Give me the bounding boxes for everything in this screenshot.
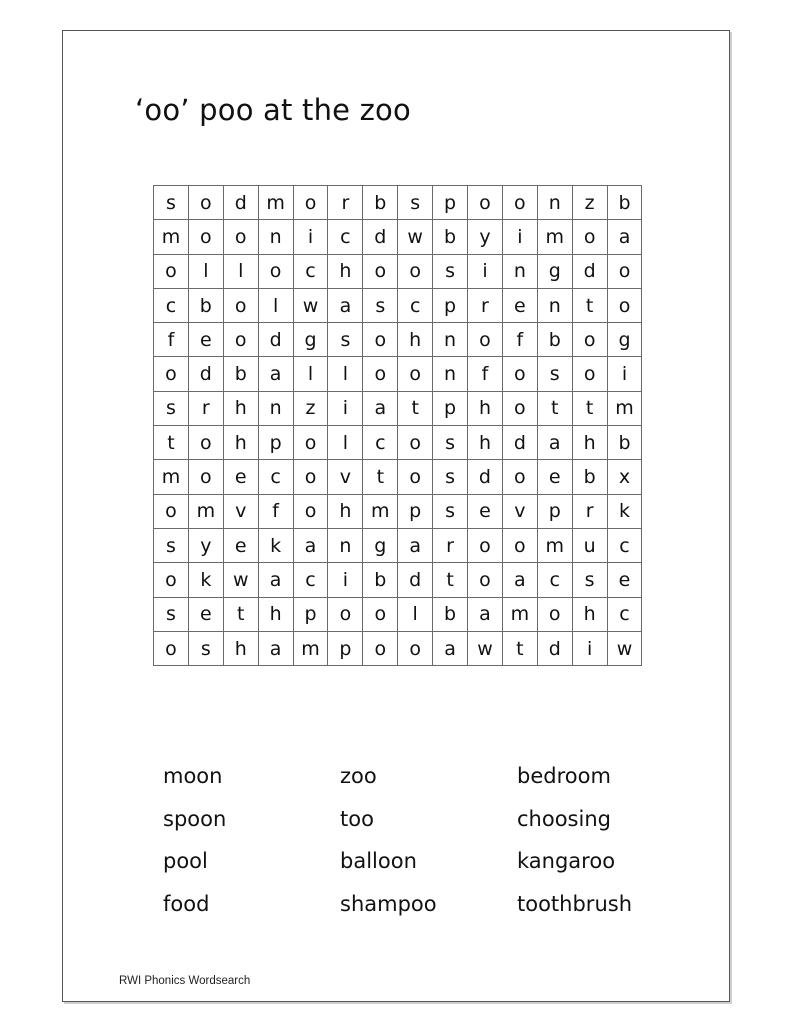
- word-list-item: pool: [163, 849, 208, 873]
- grid-row: [154, 426, 642, 460]
- grid-cell[interactable]: o: [293, 460, 328, 494]
- grid-cell[interactable]: o: [398, 426, 433, 460]
- grid-cell[interactable]: b: [607, 426, 642, 460]
- grid-cell[interactable]: b: [363, 186, 398, 220]
- grid-cell[interactable]: o: [293, 494, 328, 528]
- grid-cell[interactable]: m: [154, 220, 189, 254]
- grid-cell[interactable]: o: [502, 357, 537, 391]
- grid-cell[interactable]: o: [154, 254, 189, 288]
- grid-cell[interactable]: l: [328, 357, 363, 391]
- word-list-item: choosing: [517, 806, 611, 831]
- grid-cell[interactable]: i: [607, 357, 642, 391]
- grid-row: [154, 631, 642, 665]
- grid-cell[interactable]: w: [223, 563, 258, 597]
- grid-cell[interactable]: d: [188, 357, 223, 391]
- grid-cell[interactable]: v: [223, 494, 258, 528]
- word-list: [163, 763, 683, 933]
- word-list-item: too: [340, 806, 374, 831]
- grid-cell[interactable]: o: [537, 597, 572, 631]
- grid-cell[interactable]: a: [537, 426, 572, 460]
- grid-cell[interactable]: h: [223, 391, 258, 425]
- grid-cell[interactable]: o: [572, 323, 607, 357]
- grid-cell[interactable]: o: [363, 597, 398, 631]
- footer-label: RWI Phonics Wordsearch: [119, 975, 251, 987]
- grid-cell[interactable]: e: [188, 323, 223, 357]
- grid-cell[interactable]: b: [433, 220, 468, 254]
- grid-cell[interactable]: y: [468, 220, 503, 254]
- grid-cell[interactable]: g: [607, 323, 642, 357]
- grid-cell[interactable]: a: [468, 597, 503, 631]
- grid-cell[interactable]: p: [537, 494, 572, 528]
- grid-cell[interactable]: p: [293, 597, 328, 631]
- grid-cell[interactable]: m: [154, 460, 189, 494]
- grid-cell[interactable]: d: [468, 460, 503, 494]
- grid-cell[interactable]: i: [328, 563, 363, 597]
- word-list-item: moon: [163, 764, 223, 788]
- grid-cell[interactable]: e: [468, 494, 503, 528]
- grid-cell[interactable]: s: [188, 631, 223, 665]
- grid-cell[interactable]: o: [363, 323, 398, 357]
- grid-cell[interactable]: c: [328, 220, 363, 254]
- grid-cell[interactable]: m: [537, 528, 572, 562]
- grid-cell[interactable]: e: [502, 288, 537, 322]
- grid-cell[interactable]: s: [328, 323, 363, 357]
- grid-cell[interactable]: d: [223, 186, 258, 220]
- grid-cell[interactable]: h: [468, 391, 503, 425]
- grid-cell[interactable]: o: [258, 254, 293, 288]
- grid-cell[interactable]: e: [607, 563, 642, 597]
- grid-cell[interactable]: o: [293, 186, 328, 220]
- grid-cell[interactable]: c: [607, 597, 642, 631]
- grid-cell[interactable]: a: [258, 357, 293, 391]
- grid-row: [154, 186, 642, 220]
- grid-cell[interactable]: s: [537, 357, 572, 391]
- grid-cell[interactable]: h: [223, 631, 258, 665]
- grid-row: [154, 323, 642, 357]
- grid-cell[interactable]: h: [572, 426, 607, 460]
- grid-cell[interactable]: i: [572, 631, 607, 665]
- grid-cell[interactable]: t: [223, 597, 258, 631]
- grid-cell[interactable]: w: [468, 631, 503, 665]
- grid-cell[interactable]: g: [293, 323, 328, 357]
- grid-cell[interactable]: o: [154, 494, 189, 528]
- grid-cell[interactable]: o: [363, 357, 398, 391]
- grid-cell[interactable]: l: [293, 357, 328, 391]
- grid-cell[interactable]: s: [398, 186, 433, 220]
- grid-cell[interactable]: s: [154, 597, 189, 631]
- grid-cell[interactable]: s: [154, 391, 189, 425]
- grid-cell[interactable]: n: [328, 528, 363, 562]
- worksheet-title: ‘oo’ poo at the zoo: [135, 93, 411, 127]
- grid-cell[interactable]: t: [433, 563, 468, 597]
- grid-cell[interactable]: b: [572, 460, 607, 494]
- grid-cell[interactable]: o: [223, 288, 258, 322]
- grid-cell[interactable]: p: [258, 426, 293, 460]
- grid-cell[interactable]: b: [188, 288, 223, 322]
- grid-cell[interactable]: p: [433, 391, 468, 425]
- grid-cell[interactable]: o: [398, 460, 433, 494]
- grid-cell[interactable]: n: [537, 186, 572, 220]
- grid-cell[interactable]: o: [468, 528, 503, 562]
- grid-cell[interactable]: c: [293, 254, 328, 288]
- grid-cell[interactable]: e: [223, 528, 258, 562]
- grid-cell[interactable]: o: [572, 357, 607, 391]
- grid-cell[interactable]: b: [537, 323, 572, 357]
- grid-cell[interactable]: x: [607, 460, 642, 494]
- grid-cell[interactable]: o: [188, 460, 223, 494]
- grid-cell[interactable]: f: [258, 494, 293, 528]
- grid-cell[interactable]: l: [398, 597, 433, 631]
- grid-cell[interactable]: b: [223, 357, 258, 391]
- grid-cell[interactable]: o: [468, 186, 503, 220]
- grid-cell[interactable]: k: [258, 528, 293, 562]
- grid-cell[interactable]: h: [258, 597, 293, 631]
- grid-cell[interactable]: l: [328, 426, 363, 460]
- grid-cell[interactable]: m: [188, 494, 223, 528]
- grid-cell[interactable]: m: [537, 220, 572, 254]
- grid-cell[interactable]: y: [188, 528, 223, 562]
- grid-cell[interactable]: a: [433, 631, 468, 665]
- grid-cell[interactable]: i: [328, 391, 363, 425]
- grid-cell[interactable]: a: [363, 391, 398, 425]
- word-list-item: zoo: [340, 764, 377, 788]
- grid-cell[interactable]: l: [223, 254, 258, 288]
- grid-cell[interactable]: c: [537, 563, 572, 597]
- grid-cell[interactable]: d: [502, 426, 537, 460]
- grid-cell[interactable]: d: [363, 220, 398, 254]
- grid-cell[interactable]: h: [572, 597, 607, 631]
- grid-cell[interactable]: o: [468, 563, 503, 597]
- grid-row: [154, 597, 642, 631]
- grid-cell[interactable]: a: [258, 631, 293, 665]
- grid-cell[interactable]: a: [607, 220, 642, 254]
- grid-cell[interactable]: m: [258, 186, 293, 220]
- grid-row: [154, 220, 642, 254]
- grid-cell[interactable]: o: [328, 597, 363, 631]
- grid-cell[interactable]: h: [223, 426, 258, 460]
- grid-cell[interactable]: o: [154, 563, 189, 597]
- grid-cell[interactable]: n: [433, 357, 468, 391]
- grid-cell[interactable]: o: [572, 220, 607, 254]
- grid-cell[interactable]: t: [502, 631, 537, 665]
- grid-cell[interactable]: n: [258, 220, 293, 254]
- grid-cell[interactable]: n: [502, 254, 537, 288]
- grid-cell[interactable]: o: [363, 254, 398, 288]
- grid-row: [154, 563, 642, 597]
- grid-cell[interactable]: h: [468, 426, 503, 460]
- grid-cell[interactable]: h: [328, 494, 363, 528]
- word-list-item: balloon: [340, 849, 417, 873]
- grid-cell[interactable]: g: [537, 254, 572, 288]
- grid-cell[interactable]: o: [188, 426, 223, 460]
- word-list-item: kangaroo: [517, 849, 616, 873]
- grid-cell[interactable]: e: [188, 597, 223, 631]
- grid-cell[interactable]: t: [572, 391, 607, 425]
- word-list-item: toothbrush: [517, 891, 632, 916]
- grid-cell[interactable]: i: [468, 254, 503, 288]
- grid-cell[interactable]: d: [258, 323, 293, 357]
- grid-cell[interactable]: e: [537, 460, 572, 494]
- grid-cell[interactable]: o: [502, 528, 537, 562]
- wordsearch-grid: [153, 185, 642, 666]
- grid-cell[interactable]: c: [258, 460, 293, 494]
- grid-cell[interactable]: f: [154, 323, 189, 357]
- grid-cell[interactable]: o: [293, 426, 328, 460]
- grid-cell[interactable]: a: [398, 528, 433, 562]
- grid-cell[interactable]: o: [363, 631, 398, 665]
- grid-cell[interactable]: m: [363, 494, 398, 528]
- grid-cell[interactable]: o: [502, 186, 537, 220]
- grid-cell[interactable]: b: [607, 186, 642, 220]
- grid-row: [154, 460, 642, 494]
- grid-cell[interactable]: s: [363, 288, 398, 322]
- grid-cell[interactable]: o: [154, 631, 189, 665]
- grid-cell[interactable]: r: [572, 494, 607, 528]
- grid-cell[interactable]: p: [433, 186, 468, 220]
- grid-cell[interactable]: n: [537, 288, 572, 322]
- grid-cell[interactable]: a: [328, 288, 363, 322]
- grid-cell[interactable]: m: [502, 597, 537, 631]
- word-list-item: spoon: [163, 806, 227, 831]
- grid-cell[interactable]: u: [572, 528, 607, 562]
- grid-cell[interactable]: t: [363, 460, 398, 494]
- word-list-item: food: [163, 891, 210, 916]
- grid-cell[interactable]: a: [293, 528, 328, 562]
- grid-cell[interactable]: a: [502, 563, 537, 597]
- grid-cell[interactable]: i: [293, 220, 328, 254]
- grid-cell[interactable]: b: [363, 563, 398, 597]
- grid-cell[interactable]: p: [328, 631, 363, 665]
- grid-cell[interactable]: s: [433, 494, 468, 528]
- grid-cell[interactable]: i: [502, 220, 537, 254]
- grid-cell[interactable]: r: [468, 288, 503, 322]
- grid-cell[interactable]: h: [328, 254, 363, 288]
- grid-cell[interactable]: o: [398, 357, 433, 391]
- grid-cell[interactable]: e: [223, 460, 258, 494]
- grid-cell[interactable]: s: [154, 186, 189, 220]
- grid-cell[interactable]: t: [154, 426, 189, 460]
- grid-cell[interactable]: k: [607, 494, 642, 528]
- grid-cell[interactable]: w: [398, 220, 433, 254]
- grid-cell[interactable]: d: [572, 254, 607, 288]
- grid-cell[interactable]: c: [363, 426, 398, 460]
- grid-cell[interactable]: d: [537, 631, 572, 665]
- grid-cell[interactable]: o: [398, 254, 433, 288]
- grid-cell[interactable]: r: [433, 528, 468, 562]
- grid-cell[interactable]: m: [607, 391, 642, 425]
- grid-cell[interactable]: s: [433, 254, 468, 288]
- grid-cell[interactable]: t: [537, 391, 572, 425]
- grid-cell[interactable]: o: [223, 220, 258, 254]
- grid-row: [154, 494, 642, 528]
- grid-cell[interactable]: v: [502, 494, 537, 528]
- grid-cell[interactable]: p: [398, 494, 433, 528]
- grid-cell[interactable]: o: [468, 323, 503, 357]
- grid-cell[interactable]: t: [572, 288, 607, 322]
- grid-cell[interactable]: s: [572, 563, 607, 597]
- grid-cell[interactable]: o: [607, 254, 642, 288]
- grid-cell[interactable]: f: [468, 357, 503, 391]
- grid-cell[interactable]: l: [188, 254, 223, 288]
- word-list-item: bedroom: [517, 764, 611, 788]
- grid-cell[interactable]: h: [398, 323, 433, 357]
- grid-cell[interactable]: r: [328, 186, 363, 220]
- grid-cell[interactable]: p: [433, 288, 468, 322]
- word-list-item: shampoo: [340, 891, 437, 916]
- grid-cell[interactable]: b: [433, 597, 468, 631]
- grid-cell[interactable]: w: [607, 631, 642, 665]
- grid-cell[interactable]: g: [363, 528, 398, 562]
- grid-cell[interactable]: n: [258, 391, 293, 425]
- grid-cell[interactable]: l: [258, 288, 293, 322]
- grid-cell[interactable]: s: [154, 528, 189, 562]
- grid-cell[interactable]: f: [502, 323, 537, 357]
- grid-cell[interactable]: z: [572, 186, 607, 220]
- grid-row: [154, 357, 642, 391]
- grid-cell[interactable]: a: [258, 563, 293, 597]
- grid-cell[interactable]: r: [188, 391, 223, 425]
- grid-cell[interactable]: c: [293, 563, 328, 597]
- grid-row: [154, 528, 642, 562]
- grid-cell[interactable]: o: [223, 323, 258, 357]
- grid-cell[interactable]: o: [398, 631, 433, 665]
- grid-cell[interactable]: o: [607, 288, 642, 322]
- grid-cell[interactable]: o: [188, 186, 223, 220]
- grid-cell[interactable]: c: [607, 528, 642, 562]
- grid-cell[interactable]: m: [293, 631, 328, 665]
- grid-cell[interactable]: s: [433, 426, 468, 460]
- grid-cell[interactable]: t: [398, 391, 433, 425]
- grid-cell[interactable]: d: [398, 563, 433, 597]
- grid-cell[interactable]: z: [293, 391, 328, 425]
- grid-cell[interactable]: c: [398, 288, 433, 322]
- grid-row: [154, 288, 642, 322]
- grid-cell[interactable]: w: [293, 288, 328, 322]
- grid-cell[interactable]: o: [154, 357, 189, 391]
- grid-row: [154, 391, 642, 425]
- grid-cell[interactable]: o: [188, 220, 223, 254]
- grid-cell[interactable]: v: [328, 460, 363, 494]
- worksheet-page: [62, 30, 730, 1002]
- grid-cell[interactable]: o: [502, 460, 537, 494]
- grid-cell[interactable]: k: [188, 563, 223, 597]
- grid-cell[interactable]: o: [502, 391, 537, 425]
- grid-row: [154, 254, 642, 288]
- grid-cell[interactable]: s: [433, 460, 468, 494]
- grid-cell[interactable]: c: [154, 288, 189, 322]
- grid-cell[interactable]: n: [433, 323, 468, 357]
